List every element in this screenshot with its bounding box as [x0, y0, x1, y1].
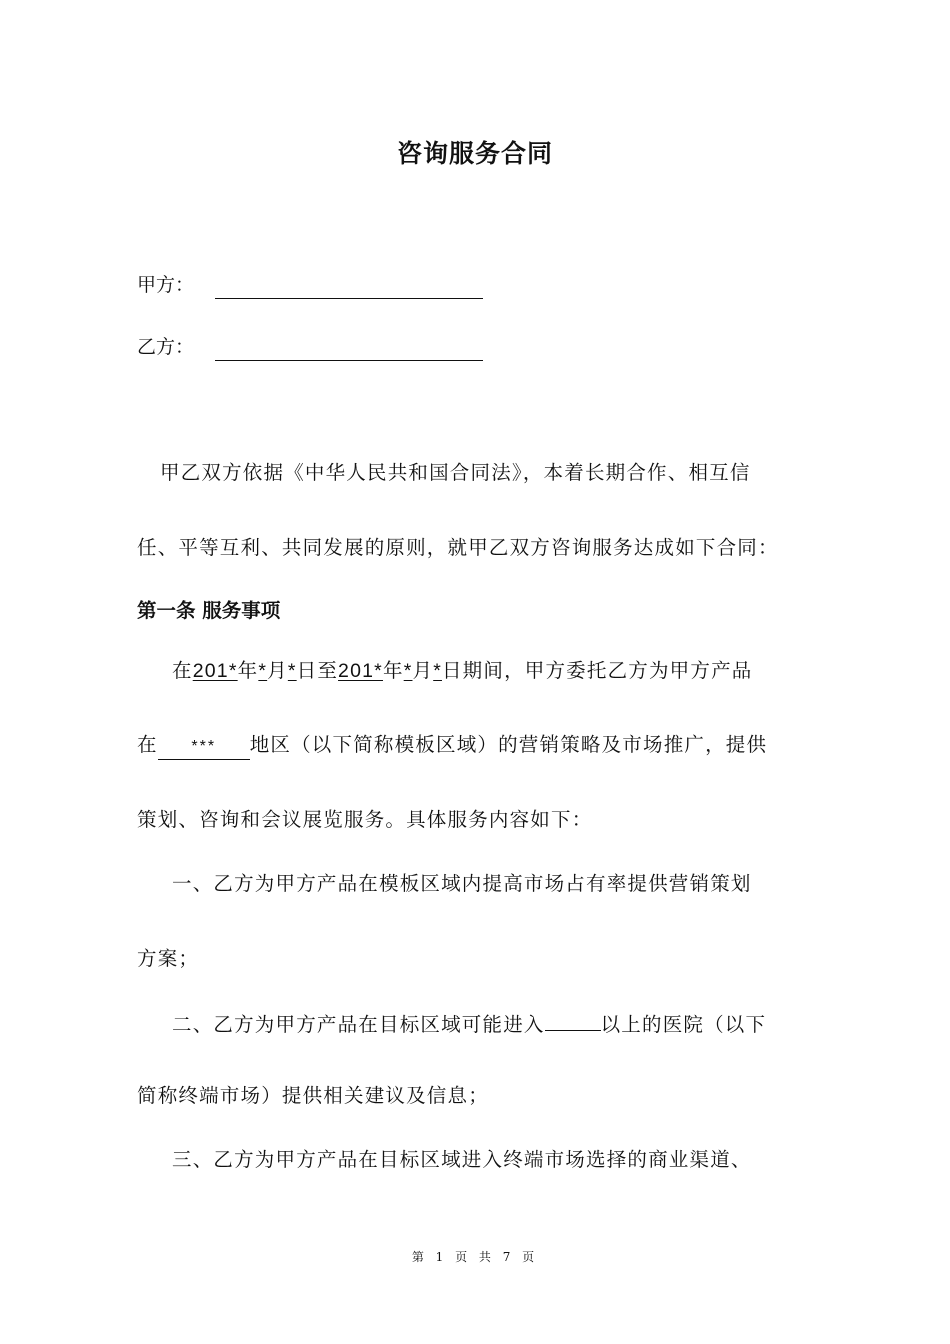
- hospital-count-blank: [545, 1008, 601, 1031]
- item-2-line-2: 简称终端市场）提供相关建议及信息；: [137, 1084, 489, 1107]
- document-title: 咨询服务合同: [396, 139, 553, 168]
- year-char: 年: [237, 659, 259, 682]
- item-2-line-1: [172, 1008, 850, 1040]
- article-1-paragraph-1: [172, 656, 850, 686]
- article-1-paragraph-2: [137, 730, 815, 760]
- year-char-2: 年: [382, 659, 404, 682]
- start-day: *: [287, 660, 297, 682]
- day-char: 日至: [296, 659, 339, 682]
- item-3-line-1: 三、乙方为甲方产品在目标区域进入终端市场选择的商业渠道、: [172, 1148, 752, 1171]
- page-footer: 第 1 页 共 7 页: [411, 1250, 539, 1264]
- month-char-2: 月: [412, 659, 434, 682]
- p1-prefix: 在: [172, 659, 193, 682]
- party-b-row: [137, 332, 194, 362]
- preamble-line-2: 任、平等互利、共同发展的原则，就甲乙双方咨询服务达成如下合同：: [137, 536, 779, 559]
- end-year: 201*: [338, 660, 383, 682]
- party-a-blank: [215, 270, 483, 299]
- p1-suffix: 日期间，甲方委托乙方为甲方产品: [441, 659, 753, 682]
- item-2-prefix: 二、乙方为甲方产品在目标区域可能进入: [172, 1013, 545, 1036]
- start-year: 201*: [192, 660, 238, 682]
- p2-prefix: 在: [137, 733, 158, 756]
- article-1-heading: 第一条 服务事项: [137, 599, 281, 622]
- article-1-paragraph-3: 策划、咨询和会议展览服务。具体服务内容如下：: [137, 808, 593, 831]
- party-b-label: 乙方：: [137, 336, 195, 358]
- month-char: 月: [267, 659, 288, 682]
- preamble-line-1: 甲乙双方依据《中华人民共和国合同法》，本着长期合作、相互信: [160, 461, 751, 484]
- item-2-suffix: 以上的医院（以下: [600, 1013, 767, 1036]
- party-a-row: [137, 270, 194, 300]
- region-blank: ***: [158, 737, 250, 760]
- party-b-blank: [215, 332, 483, 361]
- end-day: *: [433, 660, 442, 682]
- party-a-label: 甲方：: [137, 274, 195, 296]
- item-1-line-1: 一、乙方为甲方产品在模板区域内提高市场占有率提供营销策划: [172, 872, 752, 895]
- start-month: *: [258, 660, 268, 682]
- p2-suffix: 地区（以下简称模板区域）的营销策略及市场推广，提供: [249, 733, 768, 756]
- item-1-line-2: 方案；: [137, 947, 200, 970]
- end-month: *: [403, 660, 413, 682]
